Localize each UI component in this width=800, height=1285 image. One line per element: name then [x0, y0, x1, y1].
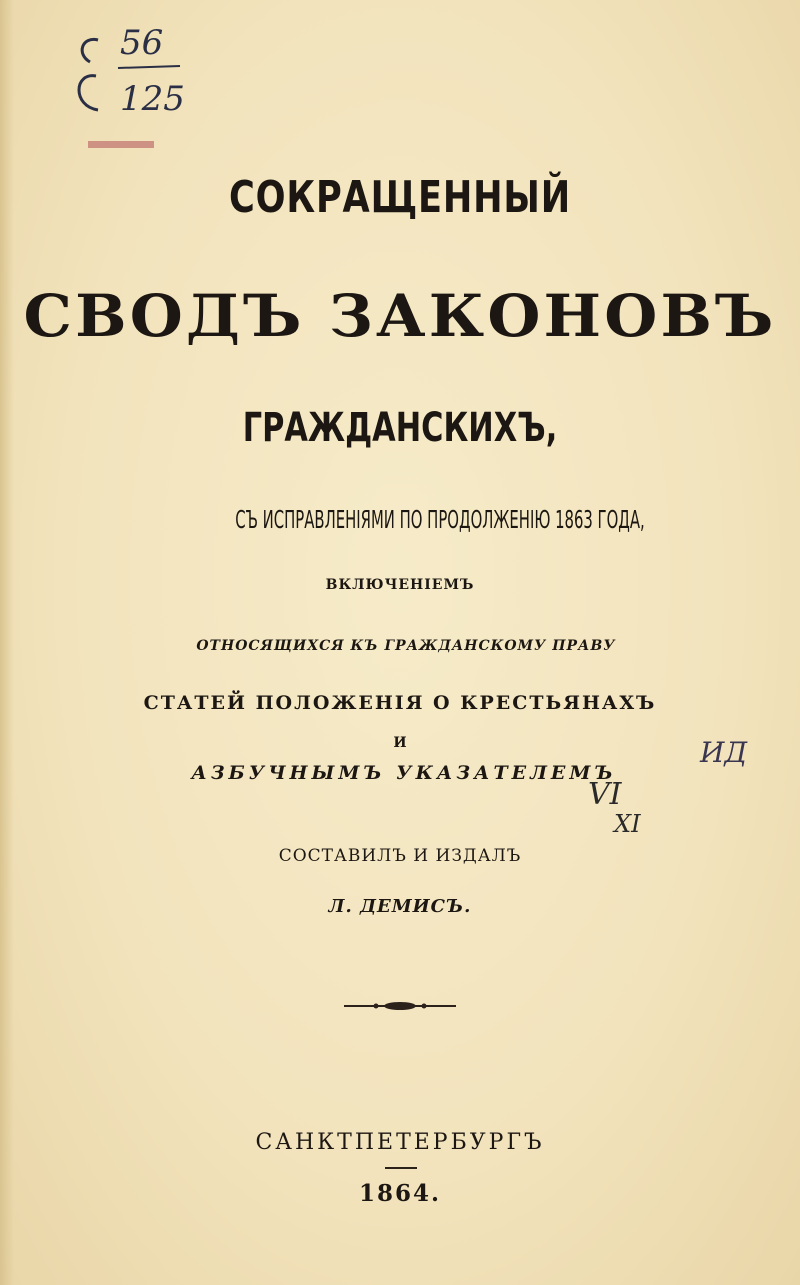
author-name: Л. ДЕМИСЪ.	[328, 896, 472, 917]
ornament-divider	[340, 1000, 460, 1012]
articles-line: СТАТЕЙ ПОЛОЖЕНІЯ О КРЕСТЬЯНАХЪ	[143, 692, 657, 714]
and-line: И	[393, 735, 407, 751]
title-line-3: ГРАЖДАНСКИХЪ,	[242, 405, 558, 451]
shelfmark-bottom: 125	[120, 79, 185, 119]
index-line: АЗБУЧНЫМЪ УКАЗАТЕЛЕМЪ	[191, 762, 617, 784]
publication-city: САНКТПЕТЕРБУРГЪ	[255, 1130, 545, 1155]
margin-note-3: XI	[614, 810, 641, 838]
shelfmark-top: 56	[120, 23, 164, 63]
inclusion-line: ВКЛЮЧЕНІЕМЪ	[325, 577, 475, 593]
margin-note-1: ИД	[700, 736, 748, 769]
title-line-2: СВОДЪ ЗАКОНОВЪ	[23, 282, 777, 350]
relating-line: ОТНОСЯЩИХСЯ КЪ ГРАЖДАНСКОМУ ПРАВУ	[196, 638, 616, 654]
margin-note-2: VI	[588, 777, 622, 812]
publication-year: 1864.	[358, 1180, 442, 1207]
title-line-1: СОКРАЩЕННЫЙ	[229, 172, 571, 223]
handwritten-margin-note	[570, 720, 760, 850]
short-rule	[385, 1167, 417, 1169]
compiled-by-line: СОСТАВИЛЪ И ИЗДАЛЪ	[278, 846, 522, 866]
subtitle: СЪ ИСПРАВЛЕНІЯМИ ПО ПРОДОЛЖЕНІЮ 1863 ГОДА,	[235, 505, 645, 534]
red-stamp-mark	[88, 141, 154, 148]
handwritten-shelfmark	[60, 18, 210, 128]
